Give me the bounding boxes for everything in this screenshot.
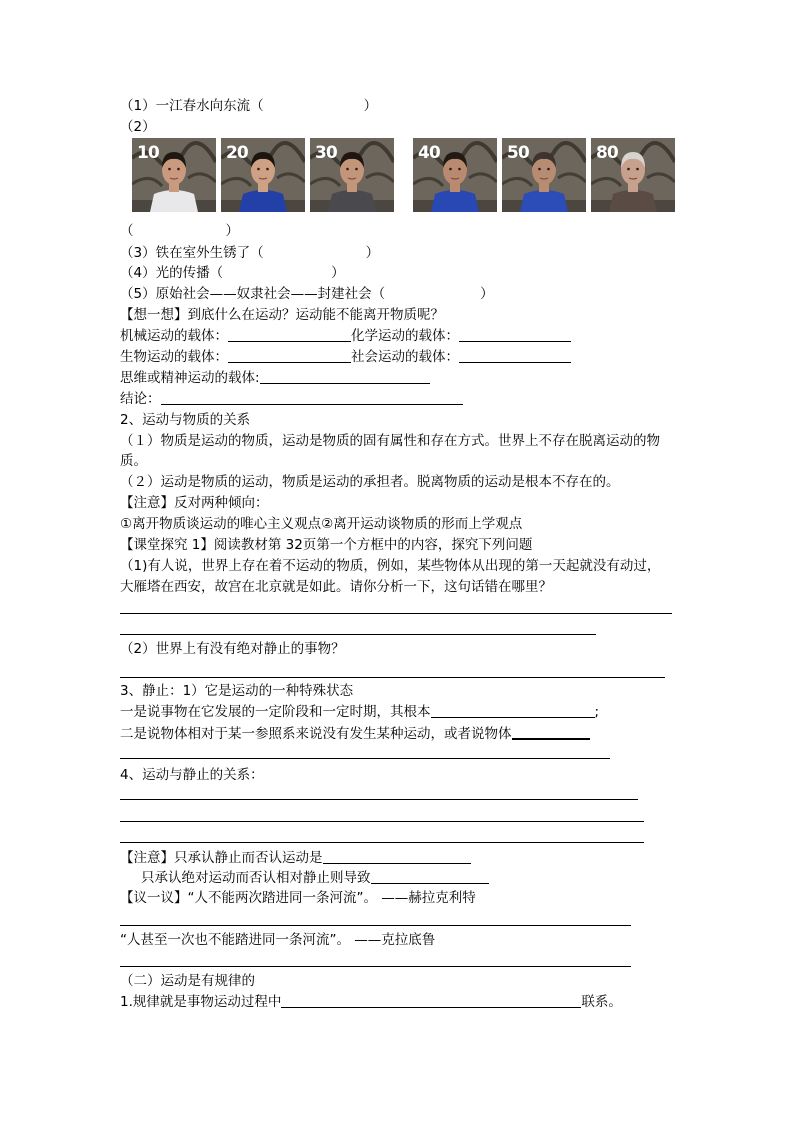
- section-3-heading: 3、静止：1）它是运动的一种特殊状态: [120, 683, 354, 699]
- section-4-heading: 4、运动与静止的关系：: [120, 767, 264, 783]
- conclusion-blank[interactable]: [161, 390, 463, 405]
- eye: [547, 168, 550, 171]
- explore-question-2: （2）世界上有没有绝对静止的事物？: [120, 641, 345, 657]
- age-label: 50: [507, 143, 529, 163]
- note-2b: 只承认绝对运动而否认相对静止则导致: [141, 869, 489, 887]
- question-1: （1）一江春水向东流（ ）: [120, 98, 378, 114]
- note-2-blank[interactable]: [323, 849, 471, 864]
- age-label: 30: [315, 143, 337, 163]
- eye: [538, 168, 541, 171]
- answer-line[interactable]: [120, 799, 638, 800]
- mind-blank[interactable]: [260, 369, 430, 384]
- answer-line[interactable]: [120, 758, 610, 759]
- explore-heading: 【课堂探究 1】阅读教材第 32页第一个方框中的内容，探究下列问题: [120, 537, 533, 553]
- section-2-heading: 2、运动与物质的关系: [120, 412, 251, 428]
- eye: [636, 168, 639, 171]
- discuss-quote-2: “人甚至一次也不能踏进同一条河流”。 ——克拉底鲁: [120, 932, 436, 948]
- photo-age-30: [310, 138, 394, 212]
- chemical-blank[interactable]: [459, 327, 571, 342]
- paragraph-2: （２）运动是物质的运动，物质是运动的承担者。脱离物质的运动是根本不存在的。: [120, 474, 620, 490]
- question-3: （3）铁在室外生锈了（ ）: [120, 245, 380, 261]
- note-2: 【注意】只承认静止而否认运动是: [120, 849, 471, 867]
- answer-line[interactable]: [120, 634, 596, 635]
- stillness-blank-2[interactable]: [512, 724, 590, 740]
- social-blank[interactable]: [459, 348, 571, 363]
- photo-age-10: [132, 138, 216, 212]
- age-label: 10: [137, 143, 159, 163]
- question-2-answer: （ ）: [120, 223, 239, 239]
- question-2: （2）: [120, 119, 156, 135]
- law-definition: 1.规律就是事物运动过程中 联系。: [120, 994, 622, 1010]
- photo-age-40: [413, 138, 497, 212]
- eye: [346, 168, 349, 171]
- biological-blank[interactable]: [228, 348, 351, 363]
- conclusion: 结论：: [120, 390, 463, 408]
- answer-line[interactable]: [120, 677, 665, 678]
- think-prompt: 【想一想】到底什么在运动？运动能不能离开物质呢？: [120, 307, 444, 323]
- eye: [458, 168, 461, 171]
- mechanical-blank[interactable]: [228, 327, 351, 342]
- eye: [449, 168, 452, 171]
- stillness-blank-1[interactable]: [431, 703, 595, 718]
- discuss-quote-1: 【议一议】“人不能两次踏进同一条河流”。 ——赫拉克利特: [120, 890, 476, 906]
- aging-photo-strip: [132, 138, 680, 214]
- subsection-2-heading: （二）运动是有规律的: [120, 973, 255, 989]
- answer-line[interactable]: [120, 966, 631, 967]
- answer-line[interactable]: [120, 925, 631, 926]
- answer-line[interactable]: [120, 842, 644, 843]
- answer-line[interactable]: [120, 821, 644, 822]
- photo-age-80: [591, 138, 675, 212]
- note-content: ①离开物质谈运动的唯心主义观点②离开运动谈物质的形而上学观点: [120, 516, 523, 532]
- mechanical-carrier: 机械运动的载体： 化学运动的载体：: [120, 327, 571, 345]
- biological-carrier: 生物运动的载体： 社会运动的载体：: [120, 348, 571, 366]
- stillness-def-1: 一是说事物在它发展的一定阶段和一定时期，其根本 ;: [120, 704, 600, 720]
- question-5: （5）原始社会——奴隶社会——封建社会（ ）: [120, 286, 494, 302]
- photo-age-20: [221, 138, 305, 212]
- paragraph-1: （１）物质是运动的物质，运动是物质的固有属性和存在方式。世界上不存在脱离运动的物: [120, 433, 660, 449]
- eye: [177, 168, 180, 171]
- eye: [627, 168, 630, 171]
- age-label: 20: [226, 143, 248, 163]
- note-heading: 【注意】反对两种倾向：: [120, 495, 269, 511]
- age-label: 80: [596, 143, 618, 163]
- question-4: （4）光的传播（ ）: [120, 265, 345, 281]
- shirt: [239, 190, 287, 212]
- paragraph-1-cont: 质。: [120, 453, 147, 469]
- shirt: [431, 190, 479, 212]
- law-blank[interactable]: [281, 993, 581, 1008]
- eye: [257, 168, 260, 171]
- shirt: [328, 190, 376, 212]
- shirt: [609, 190, 657, 212]
- age-label: 40: [418, 143, 440, 163]
- explore-question-1: （1)有人说，世界上存在着不运动的物质，例如，某些物体从出现的第一天起就没有动过，: [120, 558, 661, 574]
- explore-question-1-cont: 大雁塔在西安，故宫在北京就是如此。请你分析一下，这句话错在哪里？: [120, 579, 552, 595]
- mind-carrier: 思维或精神运动的载体:: [120, 369, 430, 387]
- stillness-def-2: 二是说物体相对于某一参照系来说没有发生某种运动，或者说物体: [120, 724, 590, 743]
- eye: [168, 168, 171, 171]
- photo-age-50: [502, 138, 586, 212]
- answer-line[interactable]: [120, 613, 672, 614]
- eye: [355, 168, 358, 171]
- note-2b-blank[interactable]: [371, 869, 489, 884]
- shirt: [520, 190, 568, 212]
- eye: [266, 168, 269, 171]
- shirt: [150, 190, 198, 212]
